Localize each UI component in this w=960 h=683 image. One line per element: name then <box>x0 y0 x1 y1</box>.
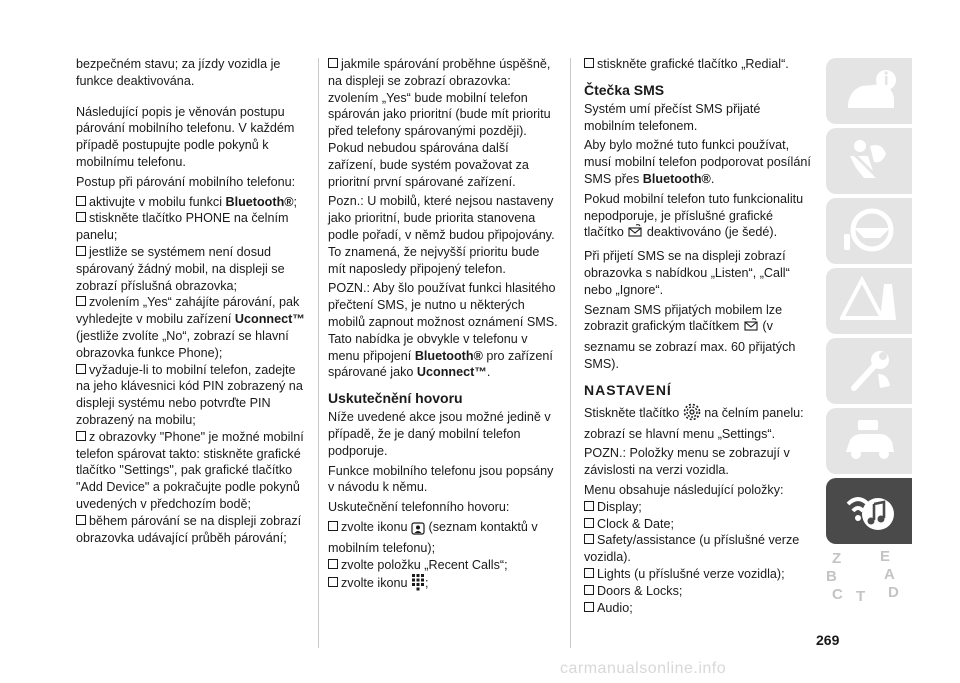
tab-starting-driving[interactable] <box>826 198 912 264</box>
column-1 <box>76 56 306 546</box>
sms-list-icon <box>743 318 759 339</box>
section-heading: Čtečka SMS <box>584 81 665 98</box>
page-number: 269 <box>816 632 840 648</box>
chapter-tabs <box>826 58 912 618</box>
checkbox-bullet-icon <box>328 521 338 531</box>
checkbox-bullet-icon <box>76 196 86 206</box>
paragraph: Funkce mobilního telefonu jsou popsány v návodu k němu. <box>328 463 554 495</box>
car-specs-icon <box>840 414 900 468</box>
multimedia-icon <box>840 484 900 538</box>
index-letter: A <box>884 566 895 583</box>
index-letter: D <box>888 584 899 601</box>
list-item: zvolte ikonu ; <box>328 573 558 596</box>
paragraph: Pokud mobilní telefon tuto funkcionalitu nepodporuje, je příslušné grafické tlačítko deaktivováno (je šedé). <box>584 191 814 245</box>
list-item: z obrazovky "Phone" je možné mobilní telefon spárovat takto: stiskněte grafické tlačítko "Settings", pak grafické tlačítko "Add Device" a pokračujte podle pokynů uvedených v předchozím bodě; <box>76 429 304 511</box>
checkbox-bullet-icon <box>328 58 338 68</box>
list-item: stiskněte tlačítko PHONE na čelním panelu; <box>76 211 289 243</box>
paragraph: POZN.: Položky menu se zobrazují v závislosti na verzi vozidla. <box>584 446 790 478</box>
checkbox-bullet-icon <box>584 58 594 68</box>
paragraph: Stiskněte tlačítko na čelním panelu: zobrazí se hlavní menu „Settings“. <box>584 403 814 443</box>
list-item: zvolte ikonu (seznam kontaktů v mobilním telefonu); <box>328 519 538 555</box>
list-item: aktivujte v mobilu funkci Bluetooth®; <box>76 194 306 211</box>
tab-index[interactable] <box>826 548 912 618</box>
warning-icon <box>840 274 900 328</box>
tab-safety[interactable] <box>826 128 912 194</box>
list-item: vyžaduje-li to mobilní telefon, zadejte na jeho klávesnici kód PIN zobrazený na displeji systému nebo potvrďte PIN zobrazený na mobilu; <box>76 362 303 427</box>
column-2 <box>328 56 558 596</box>
list-item: Safety/assistance (u příslušné verze vozidla). <box>584 533 800 565</box>
paragraph: Systém umí přečíst SMS přijaté mobilním telefonem. <box>584 101 761 133</box>
checkbox-bullet-icon <box>584 568 594 578</box>
tab-dashboard-info[interactable] <box>826 58 912 124</box>
checkbox-bullet-icon <box>584 518 594 528</box>
list-item: zvolte položku „Recent Calls“; <box>328 557 558 574</box>
steering-wheel-icon <box>840 204 900 258</box>
column-divider <box>318 58 319 648</box>
list-item: Clock & Date; <box>584 516 814 533</box>
checkbox-bullet-icon <box>76 431 86 441</box>
paragraph: Menu obsahuje následující položky: <box>584 482 784 497</box>
tab-emergency[interactable] <box>826 268 912 334</box>
checkbox-bullet-icon <box>76 296 86 306</box>
contacts-icon <box>411 521 425 540</box>
paragraph: Seznam SMS přijatých mobilem lze zobrazit grafickým tlačítkem (v seznamu se zobrazí max. 60 přijatých SMS). <box>584 302 796 371</box>
checkbox-bullet-icon <box>76 212 86 222</box>
list-item: Display; <box>584 499 814 516</box>
checkbox-bullet-icon <box>328 577 338 587</box>
keypad-icon <box>411 573 425 596</box>
paragraph: Aby bylo možné tuto funkci používat, musí mobilní telefon podporovat posílání SMS přes Bluetooth®. <box>584 138 811 186</box>
checkbox-bullet-icon <box>584 585 594 595</box>
column-divider <box>570 58 571 648</box>
paragraph: Postup při párování mobilního telefonu: <box>76 174 296 189</box>
gear-icon <box>683 403 701 426</box>
list-item: Lights (u příslušné verze vozidla); <box>584 566 814 583</box>
checkbox-bullet-icon <box>584 534 594 544</box>
section-heading: NASTAVENÍ <box>584 381 672 398</box>
index-letter: B <box>826 568 837 585</box>
list-item: jestliže se systémem není dosud spárovaný žádný mobil, na displeji se zobrazí příslušná obrazovka; <box>76 244 285 293</box>
tab-technical-data[interactable] <box>826 408 912 474</box>
section-heading: Uskutečnění hovoru <box>328 390 463 407</box>
tab-maintenance[interactable] <box>826 338 912 404</box>
index-letter: Z <box>832 550 842 567</box>
index-letter: E <box>880 548 891 565</box>
sms-icon <box>627 224 643 245</box>
checkbox-bullet-icon <box>584 602 594 612</box>
paragraph: Následující popis je věnován postupu párování mobilního telefonu. V každém případě postupujte podle pokynů k mobilnímu telefonu. <box>76 104 295 169</box>
safety-icon <box>840 134 900 188</box>
car-info-icon <box>840 64 900 118</box>
paragraph: Při přijetí SMS se na displeji zobrazí obrazovka s nabídkou „Listen“, „Call“ nebo „Ignore“. <box>584 249 790 297</box>
checkbox-bullet-icon <box>76 364 86 374</box>
index-letter: C <box>832 586 843 603</box>
checkbox-bullet-icon <box>76 515 86 525</box>
list-item: Doors & Locks; <box>584 583 814 600</box>
tab-multimedia[interactable] <box>826 478 912 544</box>
paragraph: Uskutečnění telefonního hovoru: <box>328 500 510 515</box>
list-item: během párování se na displeji zobrazí obrazovka udávající průběh párování; <box>76 513 302 545</box>
paragraph: Pozn.: U mobilů, které nejsou nastaveny jako prioritní, bude priorita stanovena podle pořadí, v němž budou připojovány. To znamená, že nejvyšší prioritu bude mít naposledy připojený telefon. <box>328 194 555 276</box>
checkbox-bullet-icon <box>76 246 86 256</box>
index-letter: T <box>856 588 866 605</box>
watermark: carmanualsonline.info <box>560 660 727 677</box>
list-item: jakmile spárování proběhne úspěšně, na displeji se zobrazí obrazovka: zvolením „Yes“ bude mobilní telefon spárován jako prioritní (bude mít prioritu před telefony spárovanými později). Pokud nebudou spárována další zařízení, bude systém považovat za prioritní první spárované zařízení. <box>328 57 551 189</box>
checkbox-bullet-icon <box>584 501 594 511</box>
checkbox-bullet-icon <box>328 559 338 569</box>
paragraph: Níže uvedené akce jsou možné jedině v případě, že je daný mobilní telefon podporuje. <box>328 410 551 458</box>
list-item: zvolením „Yes“ zahájíte párování, pak vyhledejte v mobilu zařízení Uconnect™ (jestliže zvolíte „No“, zobrazí se hlavní obrazovka funkce Phone); <box>76 295 305 360</box>
paragraph: POZN.: Aby šlo používat funkci hlasitého přečtení SMS, je nutno u některých mobilů zapnout možnost oznámení SMS. Tato nabídka je obvykle v telefonu v menu připojení Bluetooth® pro zařízení spárované jako Uconnect™. <box>328 281 558 380</box>
list-item: stiskněte grafické tlačítko „Redial“. <box>584 56 814 73</box>
paragraph: bezpečném stavu; za jízdy vozidla je funkce deaktivována. <box>76 57 281 88</box>
column-3 <box>584 56 814 616</box>
list-item: Audio; <box>584 600 814 617</box>
wrench-icon <box>840 344 900 398</box>
